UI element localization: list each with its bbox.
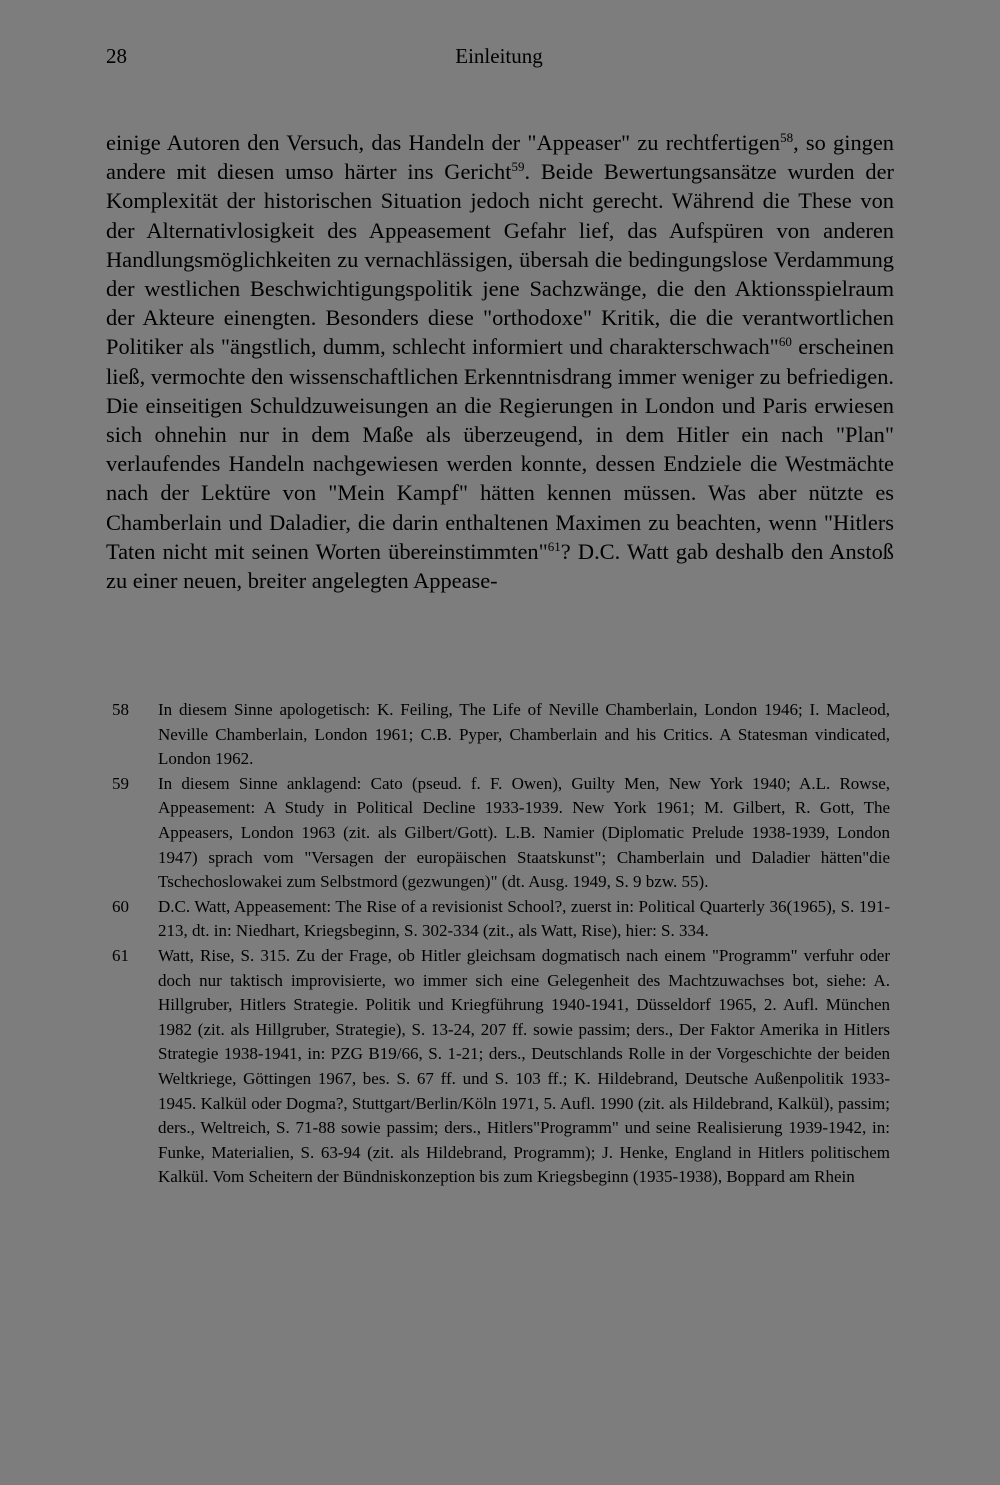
footnote-text: D.C. Watt, Appeasement: The Rise of a revisionist School?, zuerst in: Political Quarterly 36(1965), S. 191-213, dt. in: Niedhart, Kriegsbeginn, S. 302-334 (zit., als Watt, Rise), hier: S. 334. [158,896,890,941]
page-number: 28 [106,44,127,68]
footnote-number: 60 [112,896,129,916]
body-text-segment: . Beide Bewertungsansätze wurden der Komplexität der historischen Situation jedoch nicht gerecht. Während die These von der Alternativlosigkeit des Appeasement Gefahr lief, das Aufspüren von anderen Handlungsmöglichkeiten zu vernachlässigen, übersah die bedingungslose Verdammung der westlichen Beschwichtigungspolitik jene Sachzwänge, die den Aktionsspielraum der Akteure einengten. Besonders diese "orthodoxe" Kritik, die die verantwortlichen Politiker als "ängstlich, dumm, schlecht informiert und charakterschwach" [106,159,894,360]
footnote-ref-58: 58 [780,129,794,145]
footnote-ref-60: 60 [778,334,792,350]
footnote-60 [112,895,890,944]
footnote-text: In diesem Sinne anklagend: Cato (pseud. f. F. Owen), Guilty Men, New York 1940; A.L. Rowse, Appeasement: A Study in Political Decline 1933-1939. New York 1961; M. Gilbert, R. Gott, The Appeasers, London 1963 (zit. als Gilbert/Gott). L.B. Namier (Diplomatic Prelude 1938-1939, London 1947) sprach vom "Versagen der europäischen Staatskunst"; Chamberlain und Daladier hätten"die Tschechoslowakei zum Selbstmord (gezwungen)" (dt. Ausg. 1949, S. 9 bzw. 55). [158,773,890,892]
footnote-text: In diesem Sinne apologetisch: K. Feiling, The Life of Neville Chamberlain, London 1946; I. Macleod, Neville Chamberlain, London 1961; C.B. Pyper, Chamberlain and his Critics. A Statesman vindicated, London 1962. [158,700,890,769]
footnote-number: 59 [112,773,129,793]
body-text-segment: erscheinen ließ, vermochte den wissenschaftlichen Erkenntnisdrang immer weniger zu befriedigen. Die einseitigen Schuldzuweisungen an die Regierungen in London und Paris erwiesen sich ohnehin nur in dem Maße als überzeugend, in dem Hitler ein nach "Plan" verlaufendes Handeln nachgewiesen werden konnte, dessen Endziele die Westmächte nach der Lektüre von "Mein Kampf" hätten kennen müssen. Was aber nützte es Chamberlain und Daladier, die darin enthaltenen Maximen zu beachten, wenn "Hitlers Taten nicht mit seinen Worten übereinstimmten" [106,334,894,564]
footnotes-section [112,698,890,1190]
footnote-number: 58 [112,700,129,719]
body-text-segment: einige Autoren den Versuch, das Handeln der "Appeaser" zu rechtfertigen [106,130,781,155]
footnote-59 [112,772,890,895]
body-paragraph [106,128,894,595]
footnote-ref-59: 59 [511,159,525,175]
footnote-58 [112,698,890,772]
page-header [106,44,892,76]
body-text-segment: , so gingen andere mit diesen umso härter ins Gericht [106,130,894,185]
running-title: Einleitung [455,44,543,68]
footnote-ref-61: 61 [547,538,561,554]
footnote-61 [112,944,890,1190]
footnote-text: Watt, Rise, S. 315. Zu der Frage, ob Hitler gleichsam dogmatisch nach einem "Programm" verfuhr oder doch nur taktisch improvisierte, wo immer sich eine Gelegenheit des Machtzuwachses bot, siehe: A. Hillgruber, Hitlers Strategie. Politik und Kriegführung 1940-1941, Düsseldorf 1965, 2. Aufl. München 1982 (zit. als Hillgruber, Strategie), S. 13-24, 207 ff. sowie passim; ders., Der Faktor Amerika in Hitlers Strategie 1938-1941, in: PZG B19/66, S. 1-21; ders., Deutschlands Rolle in der Vorgeschichte der beiden Weltkriege, Göttingen 1967, bes. S. 67 ff. und S. 103 ff.; K. Hildebrand, Deutsche Außenpolitik 1933-1945. Kalkül oder Dogma?, Stuttgart/Berlin/Köln 1971, 5. Aufl. 1990 (zit. als Hildebrand, Kalkül), passim; ders., Weltreich, S. 71-88 sowie passim; ders., Hitlers"Programm" und seine Realisierung 1939-1942, in: Funke, Materialien, S. 63-94 (zit. als Hildebrand, Programm); J. Henke, England in Hitlers politischem Kalkül. Vom Scheitern der Bündniskonzeption bis zum Kriegsbeginn (1935-1938), Boppard am Rhein [158,945,890,1187]
body-text-segment: ? D.C. Watt gab deshalb den Anstoß zu einer neuen, breiter angelegten Appease- [106,538,894,594]
footnote-number: 61 [112,945,129,965]
